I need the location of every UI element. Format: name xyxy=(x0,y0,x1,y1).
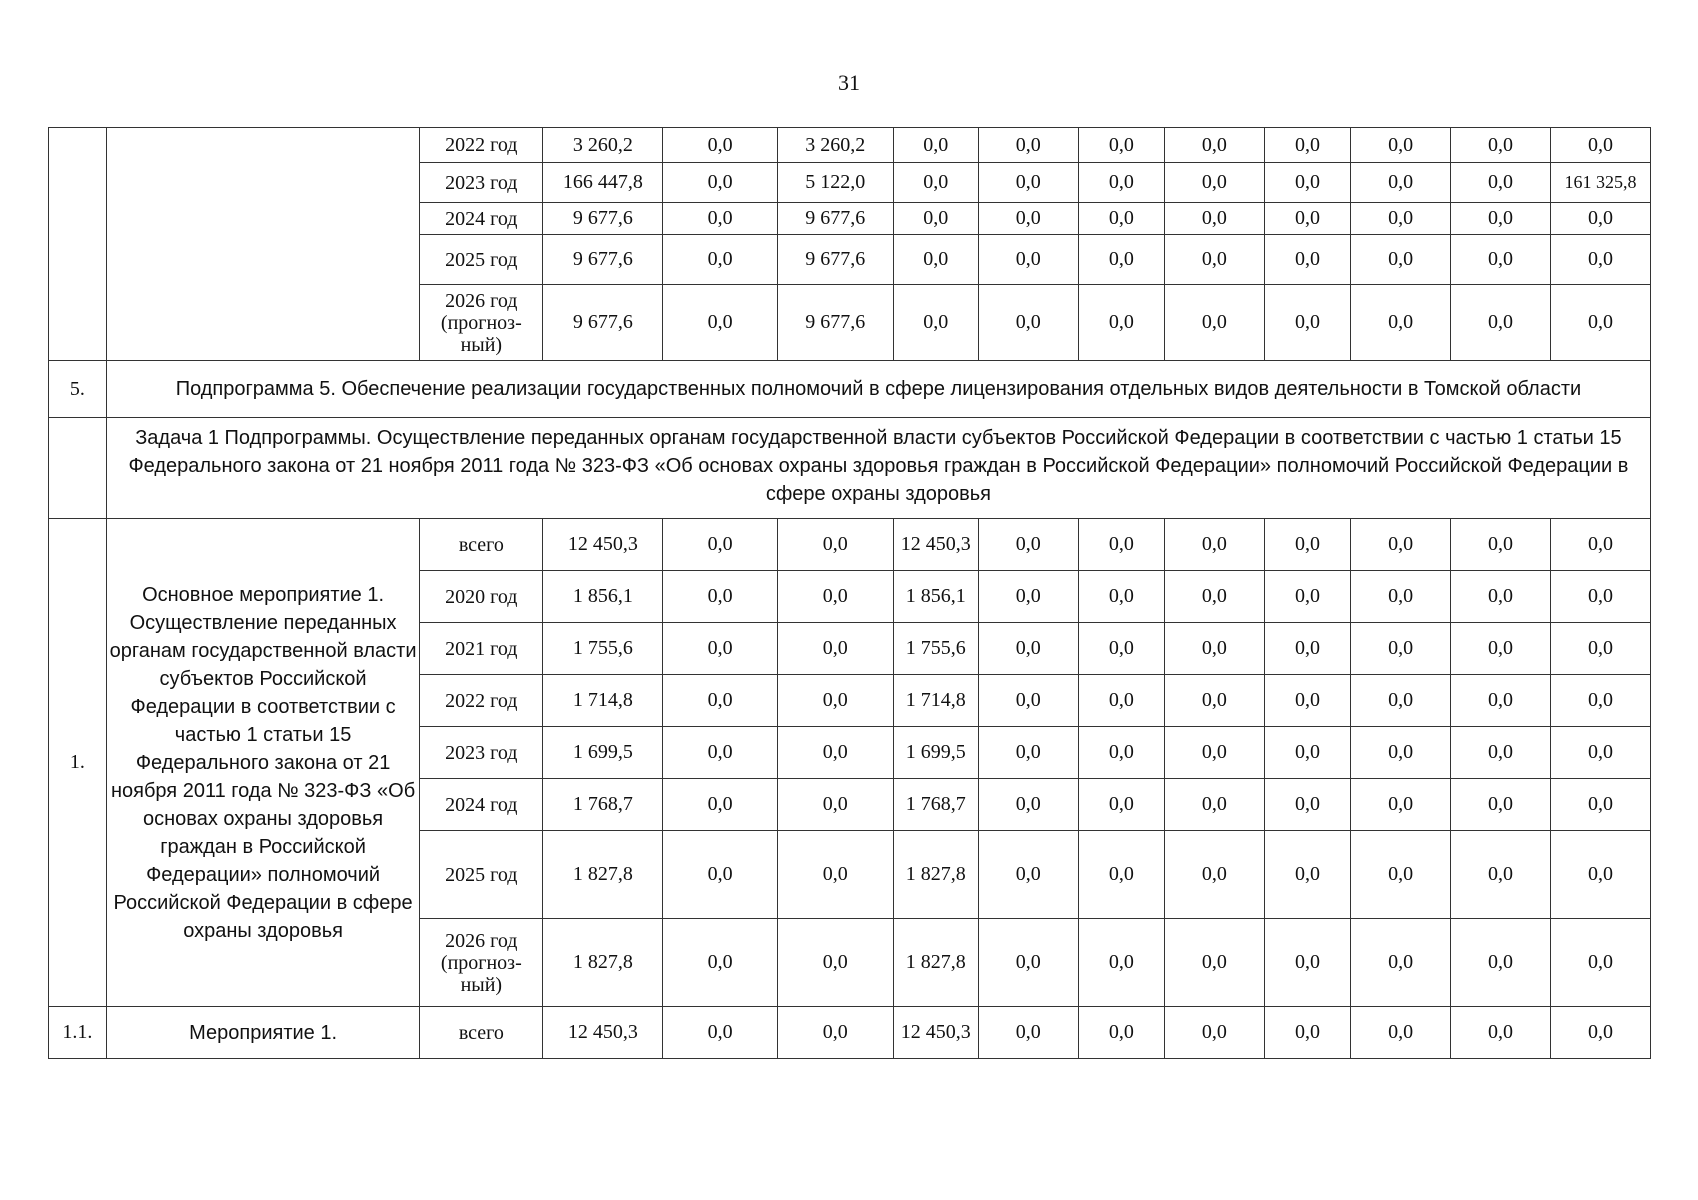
value-cell: 0,0 xyxy=(1550,519,1650,571)
value-cell: 0,0 xyxy=(1550,1007,1650,1059)
value-cell: 0,0 xyxy=(1164,128,1264,163)
value-cell: 0,0 xyxy=(1264,1007,1350,1059)
value-cell: 0,0 xyxy=(777,1007,893,1059)
value-cell: 0,0 xyxy=(1264,519,1350,571)
value-cell: 1 714,8 xyxy=(543,675,663,727)
value-cell: 0,0 xyxy=(978,235,1078,285)
value-cell: 9 677,6 xyxy=(777,203,893,235)
value-cell: 0,0 xyxy=(1164,831,1264,919)
value-cell: 5 122,0 xyxy=(777,163,893,203)
value-cell: 0,0 xyxy=(1164,1007,1264,1059)
value-cell: 0,0 xyxy=(1351,285,1451,361)
value-cell: 0,0 xyxy=(978,675,1078,727)
value-cell: 3 260,2 xyxy=(543,128,663,163)
activity-number: 1. xyxy=(49,519,107,1007)
value-cell: 0,0 xyxy=(1351,831,1451,919)
table-row xyxy=(49,519,1651,571)
value-cell: 0,0 xyxy=(1550,623,1650,675)
value-cell: 0,0 xyxy=(777,831,893,919)
year-cell: 2024 год xyxy=(420,779,543,831)
value-cell: 161 325,8 xyxy=(1550,163,1650,203)
value-cell: 0,0 xyxy=(1078,285,1164,361)
value-cell: 0,0 xyxy=(1451,779,1551,831)
value-cell: 0,0 xyxy=(777,779,893,831)
value-cell: 0,0 xyxy=(1351,571,1451,623)
year-cell: всего xyxy=(420,1007,543,1059)
value-cell: 12 450,3 xyxy=(893,519,978,571)
value-cell: 1 856,1 xyxy=(543,571,663,623)
year-cell: 2022 год xyxy=(420,128,543,163)
value-cell: 0,0 xyxy=(978,831,1078,919)
value-cell: 0,0 xyxy=(663,831,778,919)
value-cell: 0,0 xyxy=(1351,163,1451,203)
value-cell: 0,0 xyxy=(1451,128,1551,163)
value-cell: 0,0 xyxy=(1164,285,1264,361)
value-cell: 0,0 xyxy=(1264,675,1350,727)
value-cell: 0,0 xyxy=(1164,203,1264,235)
year-cell: 2024 год xyxy=(420,203,543,235)
value-cell: 0,0 xyxy=(1550,919,1650,1007)
value-cell: 0,0 xyxy=(1164,727,1264,779)
value-cell: 0,0 xyxy=(1451,163,1551,203)
value-cell: 0,0 xyxy=(1164,519,1264,571)
value-cell: 0,0 xyxy=(663,779,778,831)
value-cell: 0,0 xyxy=(893,285,978,361)
value-cell: 0,0 xyxy=(663,623,778,675)
value-cell: 0,0 xyxy=(1451,831,1551,919)
value-cell: 1 827,8 xyxy=(543,831,663,919)
value-cell: 0,0 xyxy=(1078,203,1164,235)
value-cell: 0,0 xyxy=(777,571,893,623)
value-cell: 1 699,5 xyxy=(543,727,663,779)
description-cell-empty xyxy=(106,128,419,361)
value-cell: 12 450,3 xyxy=(543,519,663,571)
year-cell: 2025 год xyxy=(420,235,543,285)
subprogram-number: 5. xyxy=(49,361,107,418)
sub-activity-number: 1.1. xyxy=(49,1007,107,1059)
subprogram-title: Подпрограмма 5. Обеспечение реализации государственных полномочий в сфере лицензирования отдельных видов деятельности в Томской области xyxy=(106,361,1650,418)
value-cell: 0,0 xyxy=(1550,285,1650,361)
value-cell: 0,0 xyxy=(1164,163,1264,203)
value-cell: 0,0 xyxy=(1264,727,1350,779)
activity-description: Основное мероприятие 1. Осуществление переданных органам государственной власти субъектов Российской Федерации в соответствии с частью 1 статьи 15 Федерального закона от 21 ноября 2011 года № 323-ФЗ «Об основах охраны здоровья граждан в Российской Федерации» полномочий Российской Федерации в сфере охраны здоровья xyxy=(106,519,419,1007)
value-cell: 0,0 xyxy=(1164,235,1264,285)
value-cell: 0,0 xyxy=(777,727,893,779)
year-cell: 2025 год xyxy=(420,831,543,919)
value-cell: 0,0 xyxy=(777,675,893,727)
value-cell: 9 677,6 xyxy=(543,203,663,235)
value-cell: 0,0 xyxy=(978,163,1078,203)
value-cell: 0,0 xyxy=(1078,779,1164,831)
value-cell: 0,0 xyxy=(663,163,778,203)
value-cell: 0,0 xyxy=(1264,203,1350,235)
value-cell: 0,0 xyxy=(1451,919,1551,1007)
value-cell: 0,0 xyxy=(1264,128,1350,163)
subprogram-row xyxy=(49,361,1651,418)
value-cell: 1 755,6 xyxy=(893,623,978,675)
value-cell: 0,0 xyxy=(1164,675,1264,727)
value-cell: 0,0 xyxy=(1078,128,1164,163)
value-cell: 3 260,2 xyxy=(777,128,893,163)
value-cell: 0,0 xyxy=(978,727,1078,779)
value-cell: 1 755,6 xyxy=(543,623,663,675)
value-cell: 0,0 xyxy=(663,1007,778,1059)
value-cell: 0,0 xyxy=(663,571,778,623)
value-cell: 0,0 xyxy=(1264,163,1350,203)
value-cell: 0,0 xyxy=(1550,571,1650,623)
sub-activity-description: Мероприятие 1. xyxy=(106,1007,419,1059)
value-cell: 0,0 xyxy=(1264,919,1350,1007)
value-cell: 166 447,8 xyxy=(543,163,663,203)
value-cell: 1 699,5 xyxy=(893,727,978,779)
value-cell: 0,0 xyxy=(1550,203,1650,235)
value-cell: 0,0 xyxy=(1264,235,1350,285)
value-cell: 0,0 xyxy=(1550,831,1650,919)
value-cell: 0,0 xyxy=(663,727,778,779)
value-cell: 0,0 xyxy=(1351,203,1451,235)
value-cell: 0,0 xyxy=(777,623,893,675)
value-cell: 0,0 xyxy=(777,919,893,1007)
value-cell: 1 827,8 xyxy=(893,831,978,919)
year-cell: 2023 год xyxy=(420,727,543,779)
value-cell: 0,0 xyxy=(978,571,1078,623)
value-cell: 0,0 xyxy=(978,128,1078,163)
value-cell: 0,0 xyxy=(1078,163,1164,203)
value-cell: 0,0 xyxy=(1451,675,1551,727)
value-cell: 0,0 xyxy=(1351,1007,1451,1059)
value-cell: 0,0 xyxy=(1550,727,1650,779)
value-cell: 9 677,6 xyxy=(777,235,893,285)
value-cell: 0,0 xyxy=(1451,727,1551,779)
page-number: 31 xyxy=(838,70,860,95)
table-row xyxy=(49,128,1651,163)
value-cell: 0,0 xyxy=(663,128,778,163)
value-cell: 0,0 xyxy=(1550,779,1650,831)
value-cell: 12 450,3 xyxy=(893,1007,978,1059)
value-cell: 0,0 xyxy=(1264,285,1350,361)
value-cell: 0,0 xyxy=(1164,919,1264,1007)
year-cell: всего xyxy=(420,519,543,571)
value-cell: 0,0 xyxy=(1078,623,1164,675)
task-text: Задача 1 Подпрограммы. Осуществление переданных органам государственной власти субъектов Российской Федерации в соответствии с частью 1 статьи 15 Федерального закона от 21 ноября 2011 года № 323-ФЗ «Об основах охраны здоровья граждан в Российской Федерации» полномочий Российской Федерации в сфере охраны здоровья xyxy=(106,418,1650,519)
value-cell: 0,0 xyxy=(1351,675,1451,727)
value-cell: 0,0 xyxy=(1550,675,1650,727)
value-cell: 0,0 xyxy=(1078,1007,1164,1059)
value-cell: 12 450,3 xyxy=(543,1007,663,1059)
value-cell: 0,0 xyxy=(978,779,1078,831)
value-cell: 0,0 xyxy=(978,623,1078,675)
value-cell: 0,0 xyxy=(1078,919,1164,1007)
value-cell: 0,0 xyxy=(663,675,778,727)
value-cell: 0,0 xyxy=(978,519,1078,571)
value-cell: 0,0 xyxy=(1351,235,1451,285)
value-cell: 0,0 xyxy=(1078,831,1164,919)
value-cell: 0,0 xyxy=(663,285,778,361)
value-cell: 0,0 xyxy=(1351,727,1451,779)
value-cell: 1 856,1 xyxy=(893,571,978,623)
year-cell: 2026 год (прогноз-ный) xyxy=(420,919,543,1007)
value-cell: 0,0 xyxy=(1164,623,1264,675)
value-cell: 0,0 xyxy=(1451,519,1551,571)
value-cell: 0,0 xyxy=(1264,571,1350,623)
budget-table xyxy=(48,127,1651,1059)
value-cell: 0,0 xyxy=(978,203,1078,235)
value-cell: 0,0 xyxy=(1078,571,1164,623)
value-cell: 0,0 xyxy=(1078,727,1164,779)
value-cell: 0,0 xyxy=(1451,623,1551,675)
value-cell: 0,0 xyxy=(1451,203,1551,235)
value-cell: 0,0 xyxy=(1451,235,1551,285)
value-cell: 0,0 xyxy=(1351,128,1451,163)
year-cell: 2020 год xyxy=(420,571,543,623)
value-cell: 0,0 xyxy=(893,128,978,163)
table-row xyxy=(49,1007,1651,1059)
value-cell: 0,0 xyxy=(1351,519,1451,571)
value-cell: 0,0 xyxy=(1264,831,1350,919)
value-cell: 0,0 xyxy=(978,285,1078,361)
value-cell: 1 827,8 xyxy=(543,919,663,1007)
value-cell: 0,0 xyxy=(978,1007,1078,1059)
value-cell: 0,0 xyxy=(1164,779,1264,831)
value-cell: 0,0 xyxy=(1164,571,1264,623)
value-cell: 0,0 xyxy=(1351,779,1451,831)
value-cell: 1 827,8 xyxy=(893,919,978,1007)
value-cell: 9 677,6 xyxy=(777,285,893,361)
index-cell-empty xyxy=(49,128,107,361)
value-cell: 0,0 xyxy=(1351,623,1451,675)
year-cell: 2021 год xyxy=(420,623,543,675)
value-cell: 0,0 xyxy=(893,163,978,203)
year-cell: 2023 год xyxy=(420,163,543,203)
value-cell: 0,0 xyxy=(978,919,1078,1007)
value-cell: 0,0 xyxy=(1451,1007,1551,1059)
value-cell: 0,0 xyxy=(777,519,893,571)
value-cell: 1 768,7 xyxy=(543,779,663,831)
value-cell: 0,0 xyxy=(1550,128,1650,163)
task-number-empty xyxy=(49,418,107,519)
value-cell: 0,0 xyxy=(1451,571,1551,623)
value-cell: 0,0 xyxy=(1078,675,1164,727)
value-cell: 0,0 xyxy=(663,519,778,571)
task-row xyxy=(49,418,1651,519)
value-cell: 0,0 xyxy=(893,235,978,285)
value-cell: 0,0 xyxy=(663,203,778,235)
value-cell: 0,0 xyxy=(1078,519,1164,571)
value-cell: 0,0 xyxy=(663,235,778,285)
year-cell: 2022 год xyxy=(420,675,543,727)
value-cell: 0,0 xyxy=(1550,235,1650,285)
year-cell: 2026 год (прогноз-ный) xyxy=(420,285,543,361)
value-cell: 0,0 xyxy=(1078,235,1164,285)
value-cell: 9 677,6 xyxy=(543,235,663,285)
value-cell: 1 768,7 xyxy=(893,779,978,831)
value-cell: 0,0 xyxy=(1264,623,1350,675)
value-cell: 0,0 xyxy=(893,203,978,235)
value-cell: 9 677,6 xyxy=(543,285,663,361)
value-cell: 0,0 xyxy=(1451,285,1551,361)
value-cell: 0,0 xyxy=(1264,779,1350,831)
value-cell: 0,0 xyxy=(663,919,778,1007)
value-cell: 1 714,8 xyxy=(893,675,978,727)
value-cell: 0,0 xyxy=(1351,919,1451,1007)
